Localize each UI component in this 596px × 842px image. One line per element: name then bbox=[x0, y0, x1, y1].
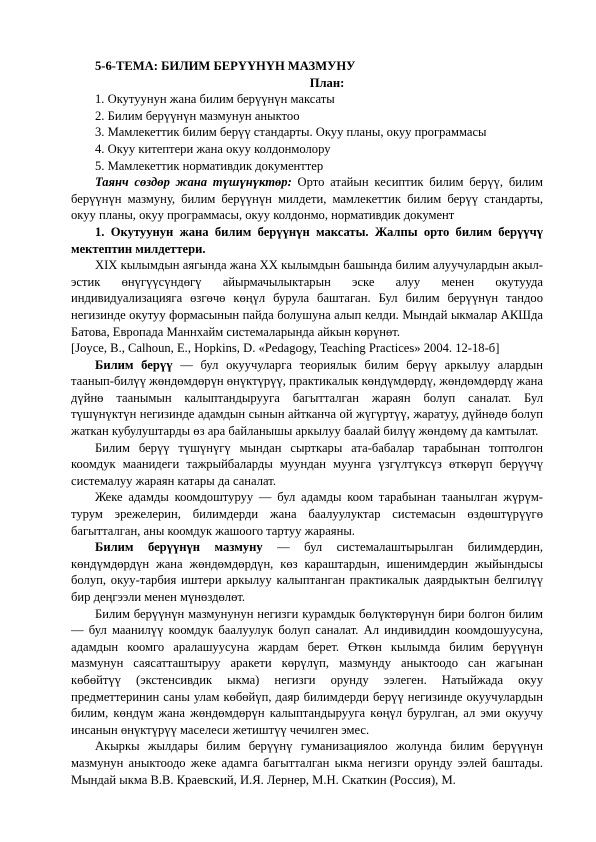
paragraph: Жеке адамды коомдоштуруу — бул адамды коом тарабынан таанылган жүрүм-турум эрежелерин, билимдерди жана баалуулуктар системасын өздөштүрүүгө багытталган, аны коомдук жашоого тартуу жараяны. bbox=[71, 490, 543, 538]
paragraph: Акыркы жылдары билим берүүнү гуманизациялоо жолунда билим берүүнүн мазмунун аныктоодо жеке адамга багытталган ыкма негизги орунду ээлей баштады. Мындай ыкма В.В. Краевский, И.Я. Лернер, М.Н. Скаткин (Россия), М. bbox=[71, 739, 543, 787]
document-title: 5-6-ТЕМА: БИЛИМ БЕРҮҮНҮН МАЗМУНУ bbox=[95, 59, 356, 73]
definition-term: Билим берүү bbox=[95, 357, 173, 372]
keywords-text: Орто атайын кесиптик билим берүү, билим берүүнүн мазмуну, билим берүүнүн милдети, мамлекеттик билим берүү стандарты, окуу планы, окуу программасы, окуу колдонмо, нормативдик документ bbox=[71, 175, 543, 223]
definition-term: Билим берүүнүн мазмуну bbox=[95, 540, 263, 555]
section-heading: 1. Окутуунун жана билим берүүнүн максаты. Жалпы орто билим берүүчү мектептин милдеттери. bbox=[71, 224, 543, 256]
plan-item: 5. Мамлекеттик нормативдик документтер bbox=[95, 158, 324, 173]
paragraph: Билим берүү түшүнүгү мындан сырткары ата-бабалар тарабынан топтолгон коомдук маанидеги тажрыйбаларды муундан муунга үзгүлтүксүз өткөрүп берүүчү системалуу жараян катары да саналат. bbox=[71, 440, 543, 488]
keywords-paragraph bbox=[71, 174, 543, 224]
paragraph: XIX кылымдын аягында жана XX кылымдын башында билим алуучулардын акыл-эстик өнүгүүсүндөгү айырмачылыктарын эске алуу менен окутууда индивидуализацияга өзгөчө көңүл бурула баштаган. Бул билим берүүнүн тандоо негизинде окутуу формасынын пайда болушуна алып келди. Мындай ыкмалар АКШда Батова, Европада Маннхайм системаларында айкын көрүнөт. bbox=[71, 258, 543, 339]
definition-paragraph bbox=[71, 357, 543, 440]
definition-text: — бул окуучуларга теориялык билим берүү аркылуу алардын таанып-билүү жөндөмдөрүн өнүктүрүү, практикалык көндүмдөрдү, жөндөмдөрдү жана дүйнө таанымын калыптандырууга багытталган жараян болуп саналат. Бул түшүнүктүн негизинде адамдын сынын айтканча ой жүгүртүү, жаратуу, дүйнөдө болуп жаткан кубулуштарды өз ара байланышы аркылуу баалай билүү жөндөмү да камтылат. bbox=[71, 357, 543, 439]
plan-item: 4. Окуу китептери жана окуу колдонмолору bbox=[95, 141, 331, 156]
plan-item: 3. Мамлекеттик билим берүү стандарты. Окуу планы, окуу программасы bbox=[95, 125, 487, 140]
keywords-label: Таянч сөздөр жана түшүнүктөр: bbox=[95, 175, 292, 190]
plan-item: 1. Окутуунун жана билим берүүнүн максаты bbox=[95, 92, 335, 107]
plan-heading: План: bbox=[309, 75, 345, 90]
definition-paragraph bbox=[71, 539, 543, 605]
definition-text: — бул системалаштырылган билимдердин, көндүмдөрдүн жана жөндөмдөрдүн, көз караштардын, ишенимдердин жыйындысы болуп, окуу-тарбия иштери аркылуу калыптанган практикалык даярдыктын белгилүү бир деңгээли менен мүнөздөлөт. bbox=[71, 540, 543, 604]
plan-item: 2. Билим берүүнүн мазмунун аныктоо bbox=[95, 108, 300, 123]
plan-list bbox=[71, 91, 543, 174]
document-page bbox=[71, 58, 543, 788]
reference: [Joyce, B., Calhoun, E., Hopkins, D. «Pedagogy, Teaching Practices» 2004. 12-18-б] bbox=[71, 341, 500, 356]
paragraph: Билим берүүнүн мазмунунун негизги курамдык бөлүктөрүнүн бири болгон билим — бул маанилүү коомдук баалуулук болуп саналат. Ал индивиддин коомдошуусуна, адамдын коомго аралашуусуна жардам берет. Өткөн кылымда билим берүүнүн мазмунун саясатташтыруу аракети көрүлүп, мазмунду аныктоодо сан жагынан көбөйтүү (экстенсивдик ыкма) негизги орунду ээлеген. Натыйжада окуу предметтеринин саны улам көбөйүп, даяр билимдерди берүү негизинде окуучулардын билим, көндүм жана жөндөмдөрүн калыптандырууга көңүл бурулган, ал эми окуучу инсанын өнүктүрүү маселеси жетиштүү чечилген эмес. bbox=[71, 606, 543, 737]
